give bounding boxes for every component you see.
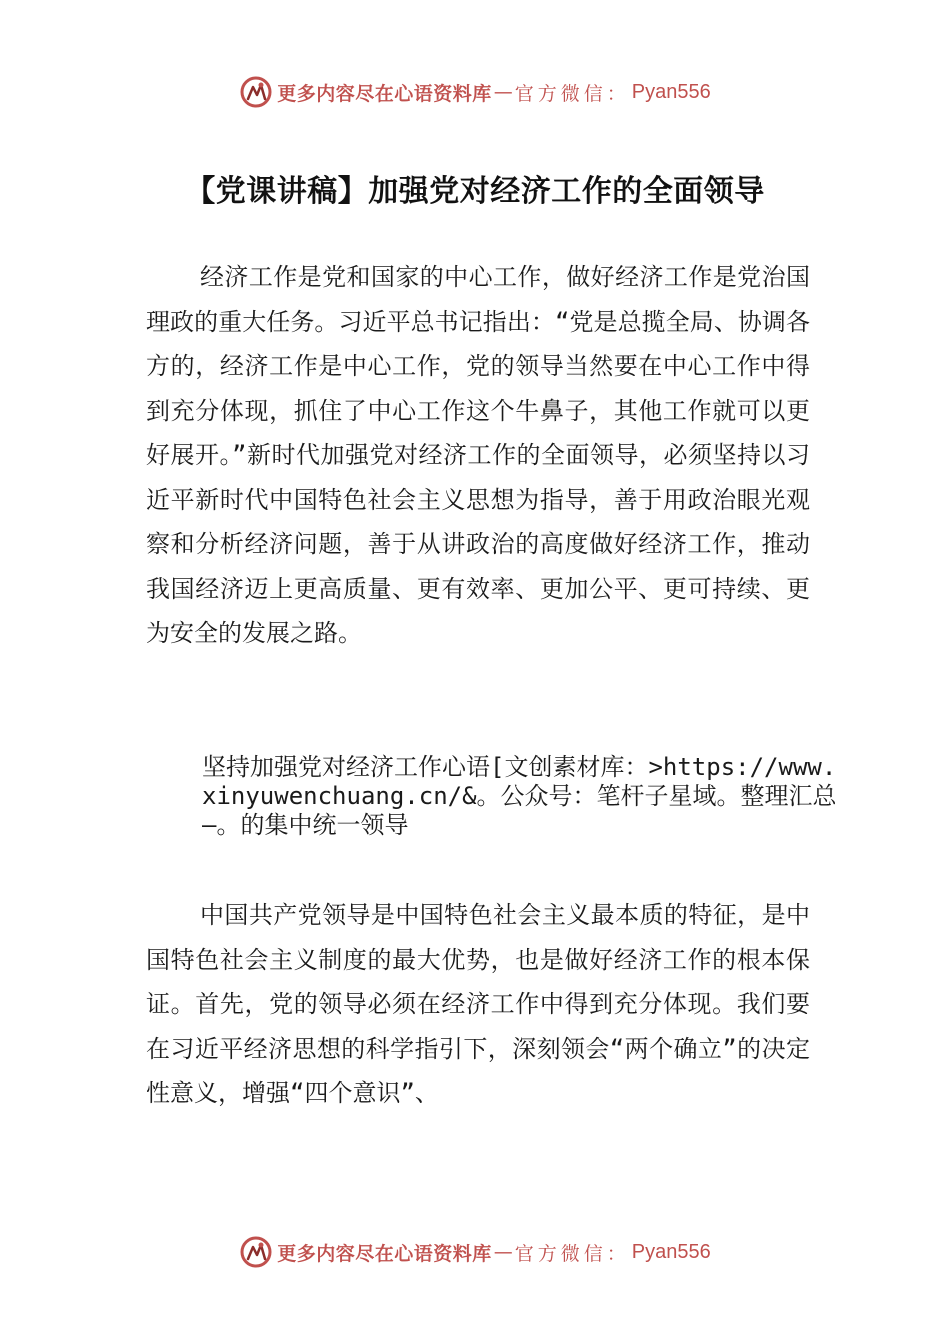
section-heading: 坚持加强党对经济工作心语[文创素材库：>https://www.xinyuwenchuang.cn/&。公众号：笔杆子星域。整理汇总—。的集中统一领导: [202, 753, 837, 839]
brand-logo-icon: [239, 75, 273, 109]
banner-wechat-id: Pyan556: [631, 1240, 711, 1263]
header-banner: [0, 70, 950, 114]
paragraph-body: 中国共产党领导是中国特色社会主义最本质的特征，是中国特色社会主义制度的最大优势，也是做好经济工作的根本保证。首先，党的领导必须在经济工作中得到充分体现。我们要在习近平经济思想的科学指引下，深刻领会“两个确立”的决定性意义，增强“四个意识”、: [146, 901, 810, 1107]
document-title: 【党课讲稿】加强党对经济工作的全面领导: [185, 174, 765, 209]
brand-logo-icon: [239, 1235, 273, 1269]
banner-brand-text: 更多内容尽在心语资料库: [277, 1242, 492, 1265]
paragraph-intro: 经济工作是党和国家的中心工作，做好经济工作是党治国理政的重大任务。习近平总书记指出：“党是总揽全局、协调各方的，经济工作是中心工作，党的领导当然要在中心工作中得到充分体现，抓住了中心工作这个牛鼻子，其他工作就可以更好展开。”新时代加强党对经济工作的全面领导，必须坚持以习近平新时代中国特色社会主义思想为指导，善于用政治眼光观察和分析经济问题，善于从讲政治的高度做好经济工作，推动我国经济迈上更高质量、更有效率、更加公平、更可持续、更为安全的发展之路。: [146, 263, 810, 647]
banner-wechat-id: Pyan556: [631, 80, 711, 103]
footer-banner: [0, 1230, 950, 1274]
banner-official-label: 官方微信：: [514, 1242, 630, 1265]
banner-brand-text: 更多内容尽在心语资料库: [277, 82, 492, 105]
banner-dash: —: [493, 81, 513, 103]
banner-dash: —: [493, 1241, 513, 1263]
banner-official-label: 官方微信：: [514, 82, 630, 105]
